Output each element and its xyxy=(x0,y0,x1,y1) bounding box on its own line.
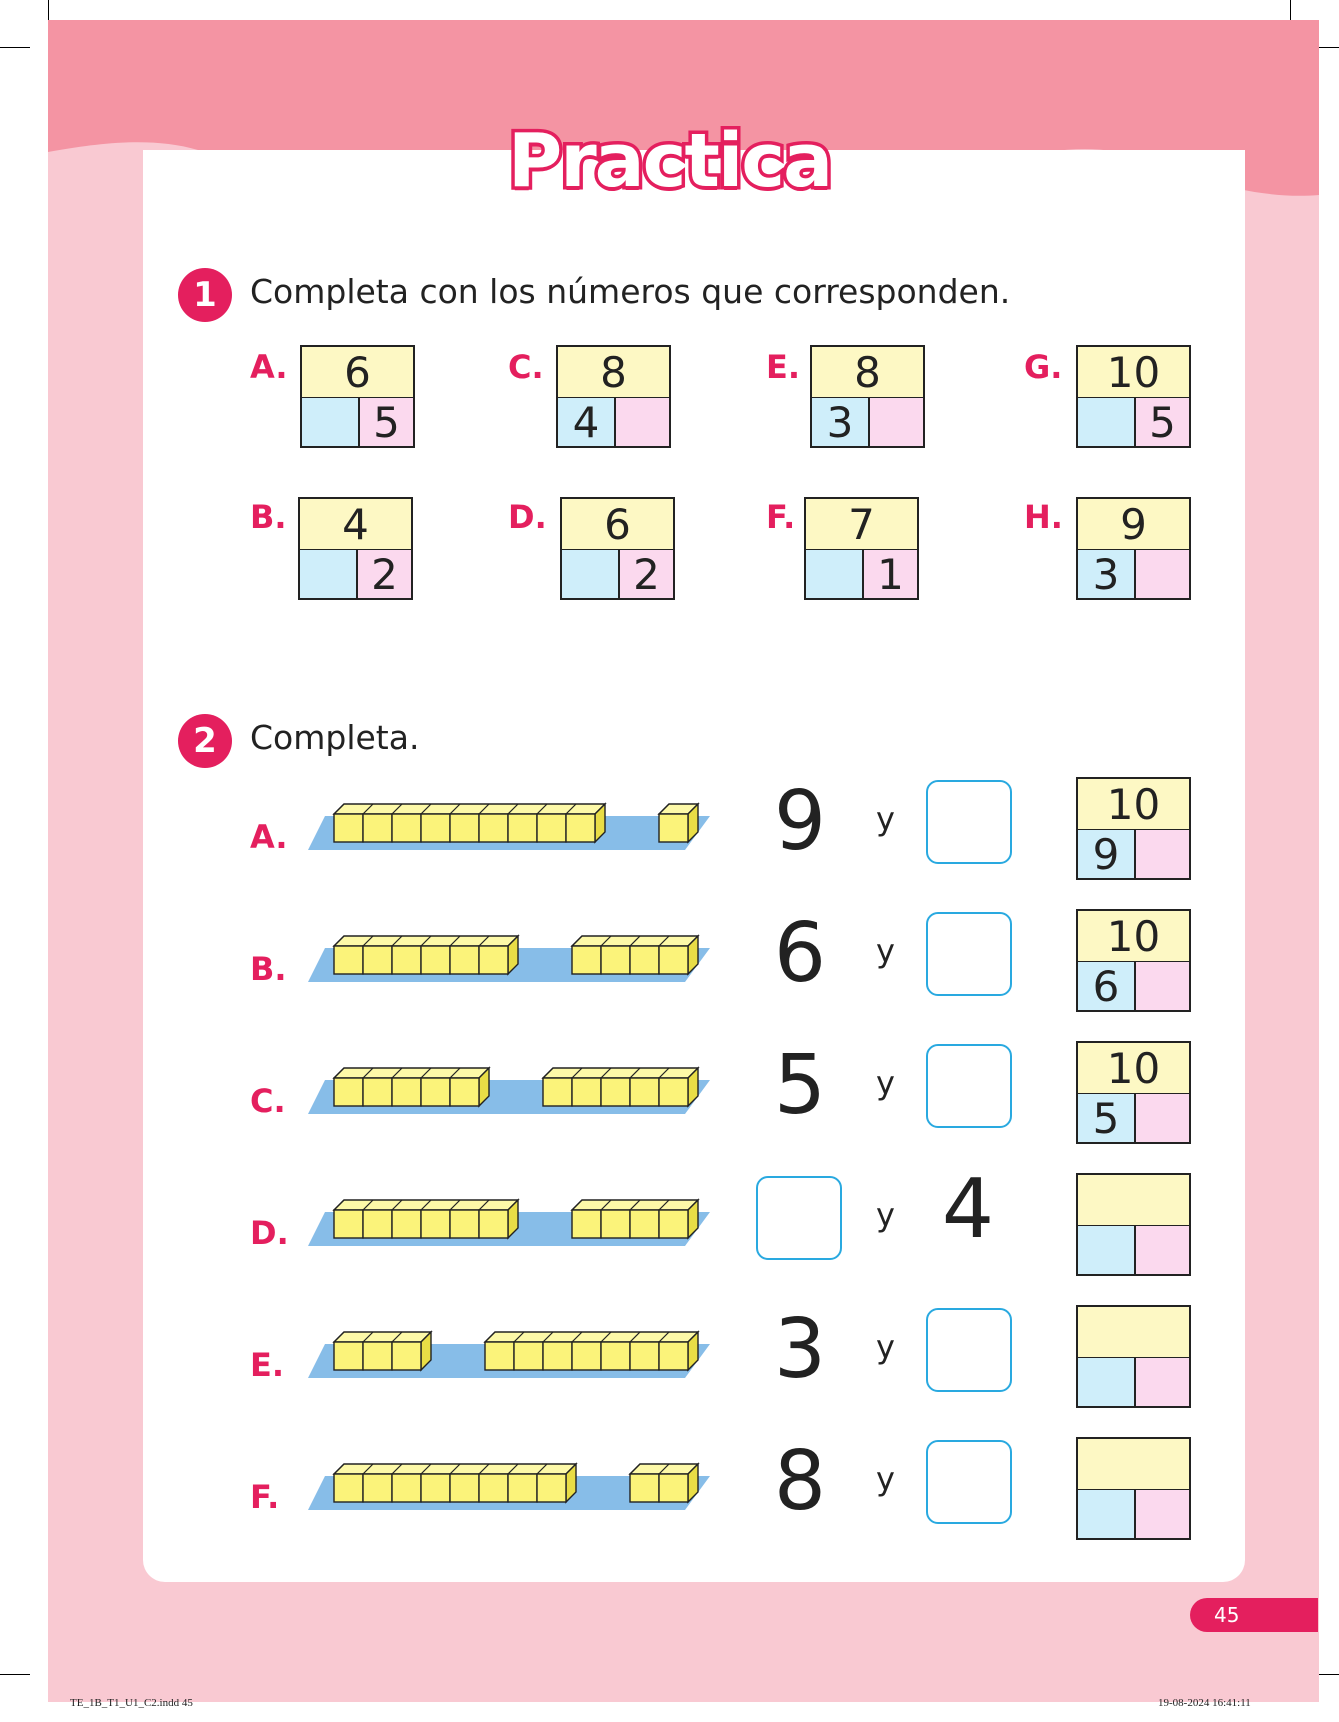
number-bond xyxy=(1076,1041,1191,1144)
exercise-1-item-label: H. xyxy=(1024,498,1063,536)
cube xyxy=(450,814,479,842)
cube xyxy=(392,814,421,842)
number-bond xyxy=(1076,1437,1191,1540)
cube xyxy=(537,1474,566,1502)
cube xyxy=(392,1342,421,1370)
given-number: 8 xyxy=(773,1434,827,1529)
number-bond xyxy=(1076,497,1191,600)
bond-right-cell: 2 xyxy=(620,550,673,598)
bond-whole-cell: 6 xyxy=(302,347,413,399)
cube-group xyxy=(572,1200,698,1238)
cube-group xyxy=(334,1332,431,1370)
cube xyxy=(601,1342,630,1370)
cube xyxy=(450,1210,479,1238)
bond-left-cell[interactable] xyxy=(1078,1226,1136,1274)
number-bond xyxy=(556,345,671,448)
crop-mark xyxy=(0,1674,30,1675)
slug-right: 19-08-2024 16:41:11 xyxy=(1158,1697,1251,1709)
cube xyxy=(363,1078,392,1106)
answer-box[interactable] xyxy=(926,1044,1012,1128)
cube-group xyxy=(572,936,698,974)
cube-group xyxy=(630,1464,698,1502)
given-number: 6 xyxy=(773,906,827,1001)
cube xyxy=(543,1078,572,1106)
cube xyxy=(334,1342,363,1370)
base-ten-blocks xyxy=(300,1044,720,1124)
cube xyxy=(543,1342,572,1370)
number-bond xyxy=(1076,1173,1191,1276)
cube xyxy=(479,1474,508,1502)
connector-word: y xyxy=(876,1064,895,1102)
cube xyxy=(363,1210,392,1238)
bond-right-cell: 5 xyxy=(360,398,413,446)
bond-left-cell: 9 xyxy=(1078,830,1136,878)
bond-right-cell[interactable] xyxy=(1136,962,1189,1010)
cube xyxy=(630,1342,659,1370)
cube xyxy=(659,814,688,842)
bond-whole-cell: 6 xyxy=(562,499,673,551)
exercise-1-item-label: B. xyxy=(250,498,287,536)
base-ten-blocks xyxy=(300,1176,720,1256)
cube xyxy=(363,1342,392,1370)
cube xyxy=(659,946,688,974)
exercise-1-item-label: E. xyxy=(766,348,801,386)
answer-box[interactable] xyxy=(756,1176,842,1260)
cube xyxy=(334,946,363,974)
base-ten-blocks xyxy=(300,1308,720,1388)
cube-group xyxy=(543,1068,698,1106)
cube xyxy=(572,1342,601,1370)
bond-left-cell: 3 xyxy=(1078,550,1136,598)
exercise-1-instruction: Completa con los números que corresponden. xyxy=(250,272,1011,311)
cube xyxy=(514,1342,543,1370)
cube xyxy=(479,1210,508,1238)
bond-left-cell: 6 xyxy=(1078,962,1136,1010)
bond-right-cell: 1 xyxy=(864,550,917,598)
cube xyxy=(392,1210,421,1238)
bond-whole-cell: 10 xyxy=(1078,1043,1189,1095)
cube-group xyxy=(334,936,518,974)
cube xyxy=(572,1078,601,1106)
cube xyxy=(479,946,508,974)
cube xyxy=(334,1210,363,1238)
cube xyxy=(363,1474,392,1502)
cube xyxy=(659,1474,688,1502)
cube xyxy=(485,1342,514,1370)
bond-right-cell[interactable] xyxy=(1136,1358,1189,1406)
cube xyxy=(566,814,595,842)
cube xyxy=(392,1078,421,1106)
bond-whole-cell: 4 xyxy=(300,499,411,551)
slug-left: TE_1B_T1_U1_C2.indd 45 xyxy=(70,1697,193,1709)
exercise-2-item-label: F. xyxy=(250,1478,280,1516)
bond-left-cell[interactable] xyxy=(562,550,620,598)
cube xyxy=(630,1210,659,1238)
cube xyxy=(421,814,450,842)
cube-group xyxy=(334,1200,518,1238)
page-number: 45 xyxy=(1190,1598,1318,1632)
connector-word: y xyxy=(876,932,895,970)
number-bond xyxy=(804,497,919,600)
number-bond xyxy=(300,345,415,448)
cube xyxy=(334,814,363,842)
bond-left-cell[interactable] xyxy=(300,550,358,598)
cube xyxy=(392,946,421,974)
cube xyxy=(421,946,450,974)
cube xyxy=(421,1210,450,1238)
cube xyxy=(601,1210,630,1238)
bond-left-cell[interactable] xyxy=(806,550,864,598)
number-bond xyxy=(1076,1305,1191,1408)
bond-left-cell[interactable] xyxy=(1078,1358,1136,1406)
cube xyxy=(392,1474,421,1502)
bond-right-cell[interactable] xyxy=(1136,830,1189,878)
bond-whole-cell: 8 xyxy=(558,347,669,399)
cube xyxy=(508,1474,537,1502)
bond-whole-cell: 9 xyxy=(1078,499,1189,551)
bond-right-cell[interactable] xyxy=(1136,1226,1189,1274)
given-number: 9 xyxy=(773,774,827,869)
cube xyxy=(334,1474,363,1502)
exercise-2-instruction: Completa. xyxy=(250,718,420,757)
bond-right-cell[interactable] xyxy=(870,398,923,446)
cube-group xyxy=(485,1332,698,1370)
cube xyxy=(450,1078,479,1106)
cube xyxy=(572,1210,601,1238)
bond-whole-cell[interactable] xyxy=(1078,1307,1189,1359)
bond-whole-cell: 10 xyxy=(1078,347,1189,399)
bond-right-cell[interactable] xyxy=(1136,550,1189,598)
cube xyxy=(421,1474,450,1502)
cube xyxy=(363,946,392,974)
cube xyxy=(659,1210,688,1238)
answer-box[interactable] xyxy=(926,780,1012,864)
base-ten-blocks xyxy=(300,912,720,992)
bond-whole-cell[interactable] xyxy=(1078,1439,1189,1491)
cube-group xyxy=(334,1464,576,1502)
exercise-1-item-label: C. xyxy=(508,348,544,386)
exercise-1-item-label: D. xyxy=(508,498,547,536)
bond-whole-cell: 10 xyxy=(1078,911,1189,963)
bond-left-cell[interactable] xyxy=(302,398,360,446)
bond-right-cell: 2 xyxy=(358,550,411,598)
connector-word: y xyxy=(876,1196,895,1234)
bond-right-cell[interactable] xyxy=(1136,1490,1189,1538)
exercise-2-item-label: D. xyxy=(250,1214,289,1252)
connector-word: y xyxy=(876,800,895,838)
bond-left-cell[interactable] xyxy=(1078,398,1136,446)
bond-right-cell[interactable] xyxy=(1136,1094,1189,1142)
cube xyxy=(659,1078,688,1106)
exercise-1-item-label: A. xyxy=(250,348,288,386)
cube xyxy=(363,814,392,842)
base-ten-blocks xyxy=(300,780,720,860)
cube xyxy=(421,1078,450,1106)
bond-whole-cell: 7 xyxy=(806,499,917,551)
crop-mark xyxy=(0,47,30,48)
exercise-2-item-label: C. xyxy=(250,1082,286,1120)
number-bond xyxy=(1076,777,1191,880)
cube xyxy=(537,814,566,842)
exercise-1-item-label: G. xyxy=(1024,348,1063,386)
bond-whole-cell: 10 xyxy=(1078,779,1189,831)
cube xyxy=(508,814,537,842)
bond-whole-cell[interactable] xyxy=(1078,1175,1189,1227)
cube xyxy=(630,946,659,974)
cube xyxy=(659,1342,688,1370)
bond-whole-cell: 8 xyxy=(812,347,923,399)
number-bond xyxy=(560,497,675,600)
connector-word: y xyxy=(876,1460,895,1498)
answer-box[interactable] xyxy=(926,912,1012,996)
cube xyxy=(450,946,479,974)
exercise-1-number: 1 xyxy=(178,268,232,322)
bond-left-cell: 5 xyxy=(1078,1094,1136,1142)
page-title: Practica xyxy=(507,118,832,204)
cube xyxy=(479,814,508,842)
bond-left-cell: 4 xyxy=(558,398,616,446)
cube xyxy=(334,1078,363,1106)
number-bond xyxy=(1076,909,1191,1012)
bond-left-cell: 3 xyxy=(812,398,870,446)
cube xyxy=(601,946,630,974)
cube xyxy=(601,1078,630,1106)
answer-box[interactable] xyxy=(926,1440,1012,1524)
cube-group xyxy=(334,1068,489,1106)
cube xyxy=(630,1474,659,1502)
bond-right-cell: 5 xyxy=(1136,398,1189,446)
exercise-2-number: 2 xyxy=(178,714,232,768)
bond-right-cell[interactable] xyxy=(616,398,669,446)
number-bond xyxy=(298,497,413,600)
cube xyxy=(630,1078,659,1106)
exercise-1-item-label: F. xyxy=(766,498,796,536)
bond-left-cell[interactable] xyxy=(1078,1490,1136,1538)
given-number: 5 xyxy=(773,1038,827,1133)
exercise-2-item-label: A. xyxy=(250,818,288,856)
given-number: 3 xyxy=(773,1302,827,1397)
connector-word: y xyxy=(876,1328,895,1366)
given-number: 4 xyxy=(941,1162,995,1257)
cube xyxy=(450,1474,479,1502)
exercise-2-item-label: B. xyxy=(250,950,287,988)
exercise-2-item-label: E. xyxy=(250,1346,285,1384)
cube-group xyxy=(659,804,698,842)
cube-group xyxy=(334,804,605,842)
number-bond xyxy=(1076,345,1191,448)
number-bond xyxy=(810,345,925,448)
answer-box[interactable] xyxy=(926,1308,1012,1392)
cube xyxy=(572,946,601,974)
base-ten-blocks xyxy=(300,1440,720,1520)
